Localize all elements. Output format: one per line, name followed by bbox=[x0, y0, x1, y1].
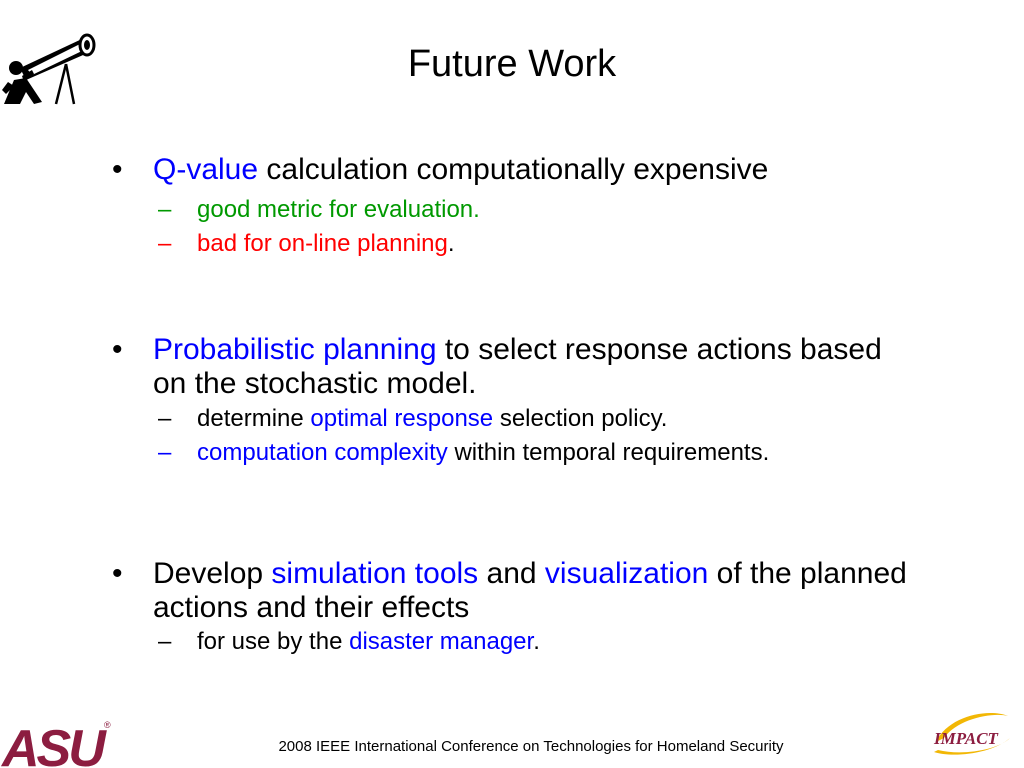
bullet-2-sub-1 bbox=[158, 404, 918, 434]
dash-marker: – bbox=[158, 230, 172, 257]
dash-marker: – bbox=[158, 405, 172, 432]
dash-marker: – bbox=[158, 439, 172, 466]
bullet-2-sub-1-text bbox=[197, 404, 918, 434]
text-run: visualization bbox=[544, 557, 709, 590]
asu-logo-text: ASU bbox=[2, 720, 103, 768]
bullet-1-sub-2 bbox=[158, 229, 918, 259]
text-run: computation complexity bbox=[197, 439, 448, 466]
text-run: to select response actions based on the stochastic model. bbox=[153, 333, 882, 400]
bullet-2-sub-2-text bbox=[197, 438, 918, 468]
bullet-1 bbox=[112, 153, 912, 187]
bullet-3 bbox=[112, 557, 912, 625]
text-run: simulation tools bbox=[271, 557, 479, 590]
text-run: within temporal requirements. bbox=[447, 439, 770, 466]
text-run: . bbox=[447, 230, 455, 257]
bullet-1-text bbox=[153, 153, 912, 187]
bullet-2-text bbox=[153, 333, 912, 401]
text-run: calculation computationally expensive bbox=[258, 153, 769, 186]
text-run: and bbox=[478, 557, 545, 590]
footer-text: 2008 IEEE International Conference on Technologies for Homeland Security bbox=[278, 738, 784, 755]
bullet-2 bbox=[112, 333, 912, 401]
dash-marker: – bbox=[158, 628, 172, 655]
bullet-marker: • bbox=[112, 333, 123, 366]
bullet-marker: • bbox=[112, 557, 123, 590]
text-run: disaster manager bbox=[349, 628, 534, 655]
bullet-3-sub-1-text bbox=[197, 627, 918, 657]
bullet-1-sub-2-text bbox=[197, 229, 918, 259]
slide-title: Future Work bbox=[407, 43, 617, 85]
dash-marker: – bbox=[158, 196, 172, 223]
bullet-3-text bbox=[153, 557, 912, 625]
impact-logo-text: IMPACT bbox=[934, 729, 998, 748]
text-run: Probabilistic planning bbox=[153, 333, 437, 366]
bullet-marker: • bbox=[112, 153, 123, 186]
bullet-2-sub-2 bbox=[158, 438, 918, 468]
text-run: Q-value bbox=[153, 153, 259, 186]
text-run: good metric for evaluation. bbox=[197, 196, 480, 223]
bullet-3-sub-1 bbox=[158, 627, 918, 657]
text-run: of the planned actions and their effects bbox=[153, 557, 907, 624]
impact-logo bbox=[928, 708, 1014, 758]
bullet-1-sub-1-text bbox=[197, 195, 918, 225]
text-run: determine bbox=[197, 405, 311, 432]
bullet-1-sub-1 bbox=[158, 195, 918, 225]
text-run: selection policy. bbox=[493, 405, 668, 432]
text-run: Develop bbox=[153, 557, 272, 590]
registered-mark: ® bbox=[104, 720, 111, 730]
text-run: optimal response bbox=[310, 405, 494, 432]
text-run: for use by the bbox=[197, 628, 350, 655]
text-run: bad for on-line planning bbox=[197, 230, 448, 257]
text-run: . bbox=[533, 628, 540, 655]
